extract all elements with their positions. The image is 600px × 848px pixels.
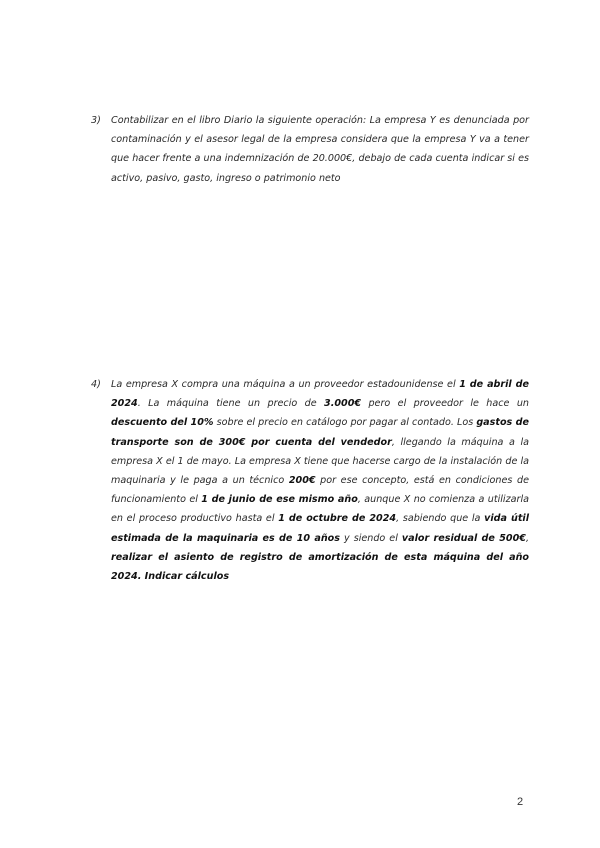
text-segment: , sabiendo que la: [396, 513, 485, 525]
text-segment: sobre el precio en catálogo por pagar al contado. Los: [213, 417, 477, 429]
question-4: [91, 375, 530, 586]
question-text: [111, 111, 529, 188]
question-number: 3): [91, 115, 101, 126]
highlighted-text: gastos de transporte son de 300€ por cuenta del vendedor: [111, 417, 530, 448]
text-segment: pero el proveedor le hace un: [361, 398, 530, 410]
text-segment: , aunque X no comienza a utilizarla en el proceso productivo hasta el: [111, 494, 529, 525]
text-segment: por ese concepto, está en condiciones de funcionamiento el: [111, 475, 529, 506]
highlighted-text: 3.000€: [324, 398, 362, 410]
text-segment: y siendo el: [339, 532, 402, 544]
question-3: [91, 111, 529, 188]
page-number: 2: [517, 796, 524, 808]
text-segment: , llegando la máquina a la empresa X el 1 de mayo. La empresa X tiene que hacerse cargo de la instalación de la maquinaria y le paga a un técnico: [111, 436, 529, 487]
highlighted-text: 1 de octubre de 2024: [278, 513, 397, 525]
highlighted-text: 200€: [288, 475, 316, 487]
highlighted-text: 1 de junio de ese mismo año: [201, 494, 358, 506]
text-segment: . La máquina tiene un precio de: [137, 398, 325, 410]
highlighted-text: descuento del 10%: [111, 417, 214, 429]
highlighted-text: realizar el asiento de registro de amortización de esta máquina del año 2024. Indicar cálculos: [111, 551, 529, 583]
text-segment: La empresa X compra una máquina a un proveedor estadounidense el: [111, 379, 460, 390]
highlighted-text: vida útil estimada de la maquinaria es de 10 años: [111, 513, 529, 544]
text-segment: ,: [525, 532, 529, 544]
question-text: [111, 375, 529, 586]
highlighted-text: 1 de abril de 2024: [111, 379, 529, 410]
question-number: 4): [91, 379, 101, 390]
text-segment: Contabilizar en el libro Diario la siguiente operación: La empresa Y es denunciada por contaminación y el asesor legal de la empresa considera que la empresa Y va a tener que hacer frente a una indemnización de 20.000€, debajo de cada cuenta indicar si es activo, pasivo, gasto, ingreso o patrimonio neto: [111, 115, 529, 184]
highlighted-text: valor residual de 500€: [401, 532, 526, 544]
